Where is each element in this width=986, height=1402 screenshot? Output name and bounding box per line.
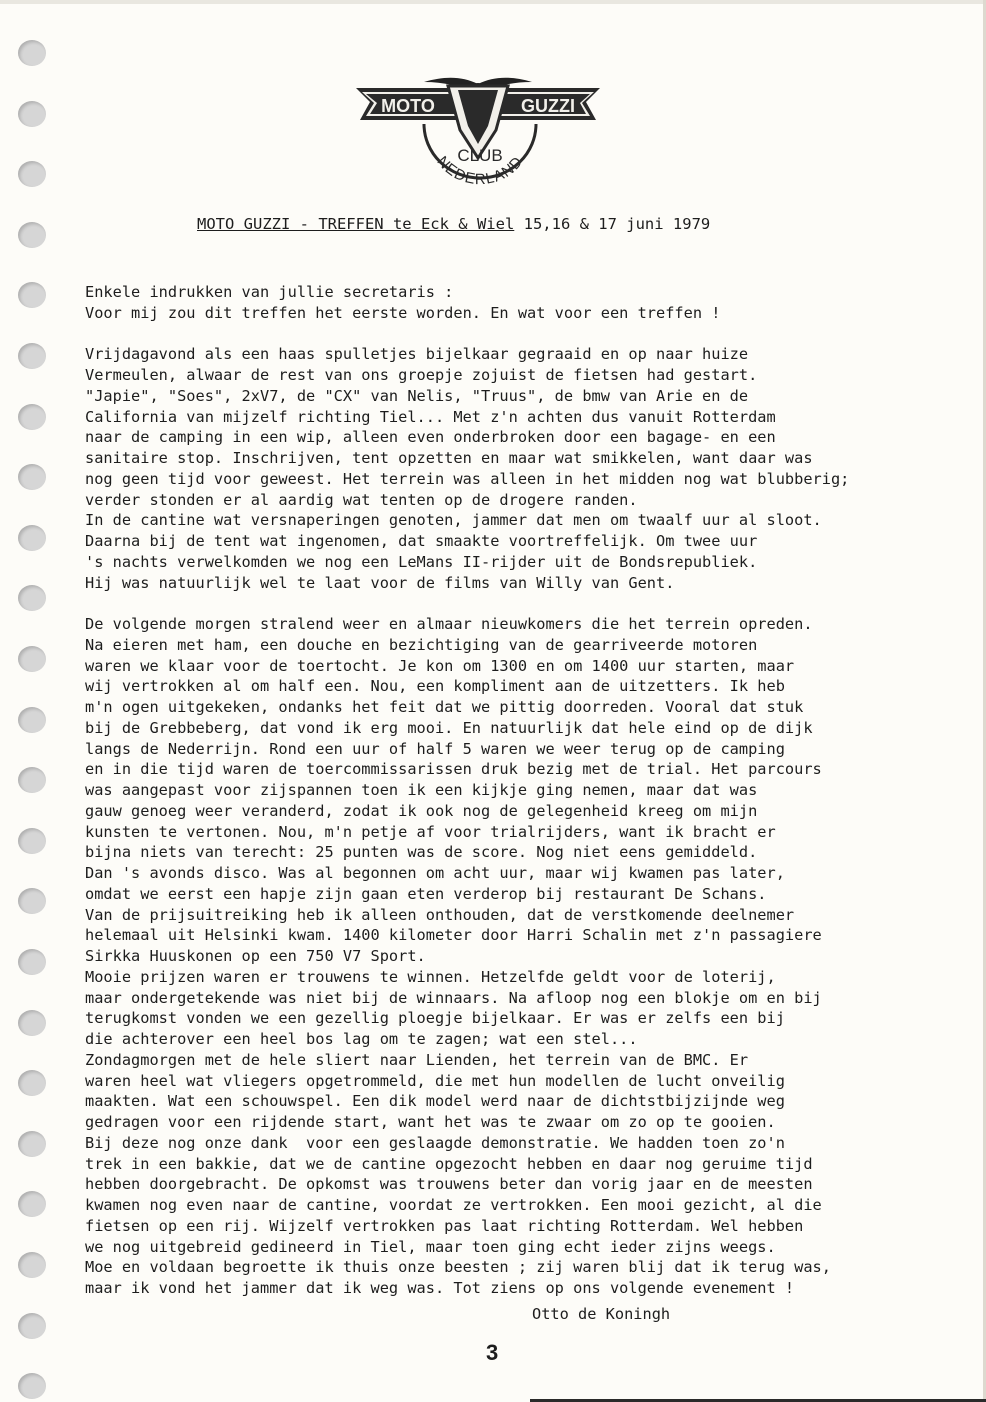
binder-hole (18, 161, 46, 187)
binder-hole (18, 40, 46, 66)
text-line: bij de Grebbeberg, dat vond ik erg mooi. En natuurlijk dat hele eind op de dijk (85, 718, 813, 737)
binder-hole (18, 1070, 46, 1096)
text-line: Hij was natuurlijk wel te laat voor de films van Willy van Gent. (85, 573, 675, 592)
text-line: maar ik vond het jammer dat ik weg was. Tot ziens op ons volgende evenement ! (85, 1279, 795, 1297)
text-line: Enkele indrukken van jullie secretaris : (85, 283, 454, 301)
binder-hole (18, 585, 46, 611)
text-line: terugkomst vonden we een gezellig ploegje bijelkaar. Er was er zelfs een bij (85, 1009, 785, 1028)
text-line: Vermeulen, alwaar de rest van ons groepje zojuist de fietsen had gestart. (85, 366, 758, 384)
text-line: Dan 's avonds disco. Was al begonnen om acht uur, maar wij kwamen pas later, (85, 864, 785, 882)
logo-nederland-text: NEDERLAND (433, 153, 527, 189)
text-line: helemaal uit Helsinki kwam. 1400 kilometer door Harri Schalin met z'n passagiere (85, 926, 822, 945)
text-line: omdat we eerst een hapje zijn gaan eten verderop bij restaurant De Schans. (85, 884, 767, 903)
binder-hole (18, 101, 46, 127)
text-line: trek in een bakkie, dat we de cantine opgezocht hebben en daar nog geruime tijd (85, 1154, 813, 1173)
text-line: kwamen nog even naar de cantine, voordat ze vertrokken. Een mooi gezicht, al die (85, 1196, 822, 1214)
text-line: was aangepast voor zijspannen toen ik een kijkje ging nemen, maar dat was (85, 781, 758, 799)
text-line: verder stonden er al aardig wat tenten op de drogere randen. (85, 490, 638, 509)
logo-guzzi-text: GUZZI (521, 96, 575, 116)
author-signature: Otto de Koningh (532, 1305, 671, 1323)
binder-hole (18, 888, 46, 914)
text-line: kunsten te vertonen. Nou, m'n petje af voor trialrijders, want ik bracht er (85, 822, 776, 841)
binder-hole (18, 464, 46, 490)
article-heading (197, 215, 817, 233)
heading-event-title: MOTO GUZZI - TREFFEN te Eck & Wiel (197, 215, 515, 233)
binder-hole (18, 525, 46, 551)
binder-hole (18, 646, 46, 672)
text-line: nog geen tijd voor geweest. Het terrein was alleen in het midden nog wat blubberig; (85, 469, 850, 488)
text-line: langs de Nederrijn. Rond een uur of half 5 waren we weer terug op de camping (85, 739, 785, 758)
binder-hole (18, 222, 46, 248)
text-line: Moe en voldaan begroette ik thuis onze beesten ; zij waren blij dat ik terug was, (85, 1258, 831, 1277)
binder-hole (18, 707, 46, 733)
text-line: maar ondergetekende was niet bij de winnaars. Na afloop nog een blokje om en bij (85, 988, 822, 1007)
binder-hole (18, 1252, 46, 1278)
page-number: 3 (486, 1340, 499, 1365)
binder-hole (18, 1191, 46, 1217)
text-line: waren we klaar voor de toertocht. Je kon om 1300 en om 1400 uur starten, maar (85, 656, 795, 675)
paragraph-gap (85, 593, 935, 614)
heading-event-dates: 15,16 & 17 juni 1979 (514, 215, 711, 233)
paper-top-edge (0, 0, 986, 4)
text-line: In de cantine wat versnaperingen genoten, jammer dat men om twaalf uur al sloot. (85, 511, 822, 530)
binder-hole (18, 828, 46, 854)
binder-hole (18, 1373, 46, 1399)
binder-hole (18, 1010, 46, 1036)
text-line: die achterover een heel bos lag om te zagen; wat een stel... (85, 1030, 638, 1048)
text-line: fietsen op een rij. Wijzelf vertrokken pas laat richting Rotterdam. Wel hebben (85, 1216, 804, 1235)
logo-moto-text: MOTO (381, 96, 435, 116)
text-line: gauw genoeg weer veranderd, zodat ik ook nog de gelegenheid kreeg om mijn (85, 801, 758, 820)
text-line: 's nachts verwelkomden we nog een LeMans II-rijder uit de Bondsrepubliek. (85, 552, 758, 571)
binder-hole (18, 767, 46, 793)
paragraph (85, 614, 935, 1299)
text-line: gedragen voor een rijdende start, want het was te zwaar om zo op te gooien. (85, 1113, 776, 1131)
article-body (85, 282, 935, 1299)
binder-hole (18, 282, 46, 308)
paragraph-gap (85, 324, 935, 345)
text-line: "Japie", "Soes", 2xV7, de "CX" van Nelis, "Truus", de bmw van Arie en de (85, 386, 749, 405)
binder-hole (18, 949, 46, 975)
text-line: Van de prijsuitreiking heb ik alleen onthouden, dat de verstkomende deelnemer (85, 905, 795, 924)
text-line: sanitaire stop. Inschrijven, tent opzetten en maar wat smikkelen, want daar was (85, 449, 813, 467)
text-line: en in die tijd waren de toercommissarissen druk bezig met de trial. Het parcours (85, 760, 822, 779)
text-line: Daarna bij de tent wat ingenomen, dat smaakte voortreffelijk. Om twee uur (85, 532, 758, 550)
logo-club-text: CLUB (457, 146, 503, 165)
text-line: Na eieren met ham, een douche en bezichtiging van de gearriveerde motoren (85, 635, 758, 654)
binder-hole (18, 404, 46, 430)
text-line: we nog uitgebreid gedineerd in Tiel, maar toen ging echt ieder zijns weegs. (85, 1237, 776, 1256)
text-line: California van mijzelf richting Tiel... Met z'n achten dus vanuit Rotterdam (85, 407, 776, 426)
text-line: naar de camping in een wip, alleen even onderbroken door een bagage- en een (85, 428, 776, 447)
text-line: Bij deze nog onze dank voor een geslaagde demonstratie. We hadden toen zo'n (85, 1133, 785, 1152)
text-line: m'n ogen uitgekeken, ondanks het feit dat we pittig doorreden. Vooral dat stuk (85, 698, 804, 716)
paragraph (85, 344, 935, 593)
text-line: bijna niets van terecht: 25 punten was de score. Nog niet eens gemiddeld. (85, 843, 758, 862)
text-line: hebben doorgebracht. De opkomst was trouwens beter dan vorig jaar en de meesten (85, 1175, 813, 1194)
paragraph (85, 282, 935, 324)
text-line: Sirkka Huuskonen op een 750 V7 Sport. (85, 947, 426, 965)
binder-hole (18, 1313, 46, 1339)
text-line: waren heel wat vliegers opgetrommeld, die met hun modellen de lucht onveilig (85, 1071, 785, 1090)
text-line: De volgende morgen stralend weer en almaar nieuwkomers die het terrein opreden. (85, 615, 813, 633)
text-line: Zondagmorgen met de hele sliert naar Lienden, het terrein van de BMC. Er (85, 1050, 749, 1069)
text-line: Mooie prijzen waren er trouwens te winnen. Hetzelfde geldt voor de loterij, (85, 967, 776, 986)
binder-hole (18, 1131, 46, 1157)
moto-guzzi-club-logo (352, 72, 604, 194)
binder-hole (18, 343, 46, 369)
text-line: Voor mij zou dit treffen het eerste worden. En wat voor een treffen ! (85, 303, 721, 322)
text-line: wij vertrokken al om half een. Nou, een kompliment aan de uitzetters. Ik heb (85, 677, 785, 696)
text-line: Vrijdagavond als een haas spulletjes bijelkaar gegraaid en op naar huize (85, 345, 749, 364)
text-line: maakten. Wat een schouwspel. Een dik model werd naar de dichtstbijzijnde weg (85, 1092, 785, 1111)
